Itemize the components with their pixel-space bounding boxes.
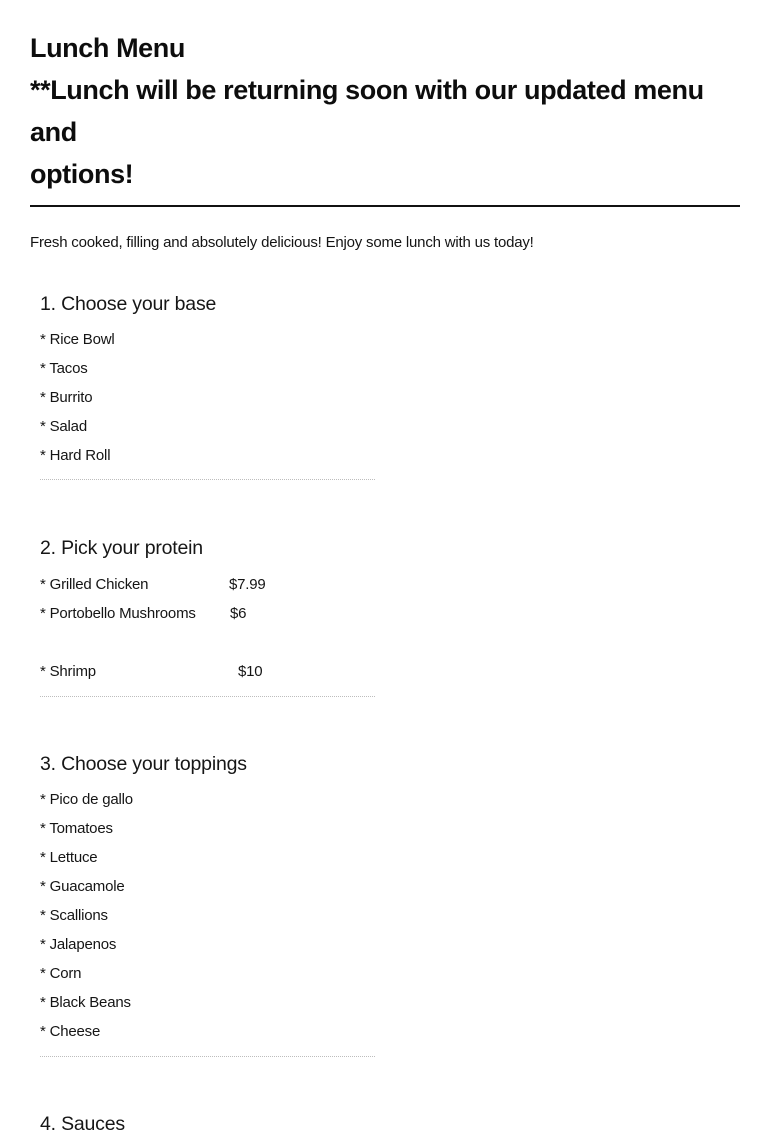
topping-item-lettuce: * Lettuce: [40, 849, 98, 866]
protein-item-portobello: [40, 599, 375, 628]
protein-price: $10: [238, 663, 263, 680]
page-heading: [30, 0, 740, 195]
section-title-base: 1. Choose your base: [40, 293, 217, 315]
notice-line-2: options!: [30, 159, 134, 189]
page-title: Lunch Menu: [30, 33, 185, 63]
topping-item-corn: * Corn: [40, 965, 82, 982]
topping-item-scallions: * Scallions: [40, 907, 108, 924]
section-base: [40, 291, 375, 480]
section-sauces: [40, 1111, 375, 1137]
topping-item-cheese: * Cheese: [40, 1023, 101, 1040]
topping-item-jalapenos: * Jalapenos: [40, 936, 117, 953]
section-title-sauces: 4. Sauces: [40, 1113, 125, 1135]
protein-name: * Grilled Chicken: [40, 576, 149, 593]
intro-text: Fresh cooked, filling and absolutely delicious! Enjoy some lunch with us today!: [30, 234, 534, 251]
base-item-tacos: * Tacos: [40, 360, 88, 377]
base-item-rice-bowl: * Rice Bowl: [40, 331, 115, 348]
topping-item-pico: * Pico de gallo: [40, 791, 133, 808]
protein-name: * Shrimp: [40, 663, 96, 680]
protein-list: [40, 570, 375, 696]
base-item-salad: * Salad: [40, 418, 87, 435]
base-list: [40, 325, 375, 479]
notice-line-1: **Lunch will be returning soon with our updated menu and: [30, 75, 704, 147]
topping-item-tomatoes: * Tomatoes: [40, 820, 113, 837]
topping-item-guacamole: * Guacamole: [40, 878, 125, 895]
protein-name: * Portobello Mushrooms: [40, 605, 196, 622]
base-item-burrito: * Burrito: [40, 389, 93, 406]
section-protein: [40, 535, 375, 697]
toppings-list: [40, 785, 375, 1056]
heading-divider: [30, 205, 740, 207]
menu-page: [30, 0, 740, 1137]
protein-item-grilled-chicken: [40, 570, 375, 599]
section-title-protein: 2. Pick your protein: [40, 537, 203, 559]
protein-price: $6: [230, 605, 247, 622]
protein-item-shrimp: [40, 657, 375, 686]
section-title-toppings: 3. Choose your toppings: [40, 753, 247, 775]
section-toppings: [40, 751, 375, 1057]
base-item-hard-roll: * Hard Roll: [40, 447, 111, 464]
topping-item-black-beans: * Black Beans: [40, 994, 131, 1011]
protein-price: $7.99: [229, 576, 266, 593]
